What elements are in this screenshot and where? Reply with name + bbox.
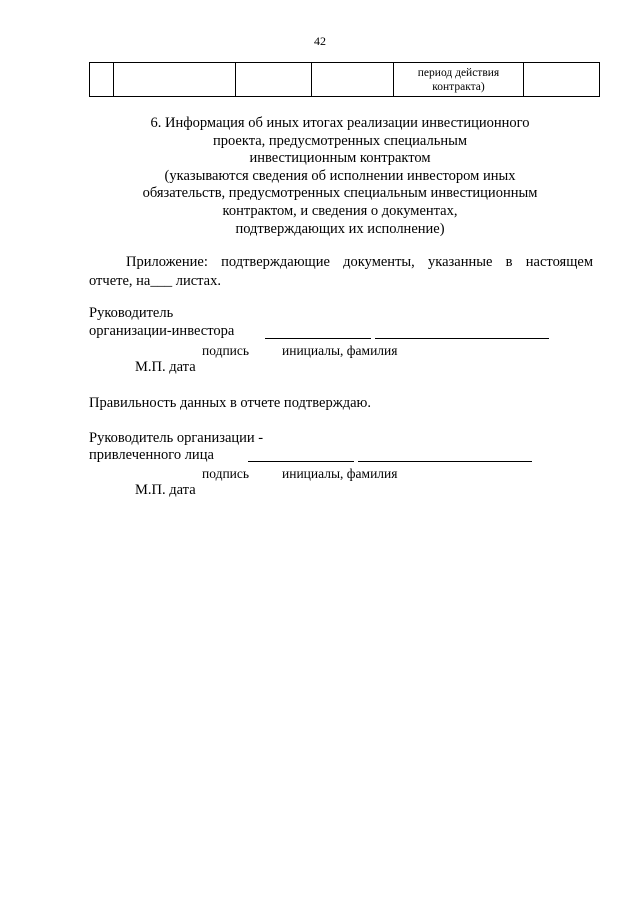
table-cell-period: период действия контракта) — [394, 63, 524, 97]
signatory-organization: организации-инвестора — [89, 323, 235, 339]
signature-line — [265, 338, 371, 339]
heading-note-line: подтверждающих их исполнение) — [235, 220, 445, 237]
table-cell — [312, 63, 394, 97]
heading-note-line: (указываются сведения об исполнении инвестором иных — [164, 167, 516, 184]
table-cell — [114, 63, 236, 97]
table-row — [90, 63, 600, 97]
signature-caption: подпись — [202, 466, 250, 481]
table-fragment — [89, 62, 600, 97]
name-line — [375, 338, 549, 339]
signature-line — [248, 461, 354, 462]
section-heading — [60, 115, 620, 238]
stamp-date-label: М.П. дата — [135, 359, 196, 375]
heading-line: инвестиционным контрактом — [249, 150, 431, 167]
table-cell — [90, 63, 114, 97]
signatory-title: Руководитель организации - — [89, 430, 264, 446]
appendix-paragraph — [89, 253, 593, 291]
name-caption: инициалы, фамилия — [282, 343, 398, 358]
name-caption: инициалы, фамилия — [282, 466, 398, 481]
confirmation-text: Правильность данных в отчете подтверждаю. — [89, 395, 371, 411]
page-number: 42 — [314, 34, 326, 48]
table-cell — [236, 63, 312, 97]
signatory-organization: привлеченного лица — [89, 447, 214, 463]
heading-note-line: обязательств, предусмотренных специальным инвестиционным — [142, 185, 538, 202]
stamp-date-label: М.П. дата — [135, 482, 196, 498]
signature-caption: подпись — [202, 343, 250, 358]
appendix-line: отчете, на___ листах. — [89, 273, 221, 289]
heading-line: проекта, предусмотренных специальным — [212, 132, 468, 149]
heading-note-line: контрактом, и сведения о документах, — [222, 202, 458, 219]
table-cell — [524, 63, 600, 97]
appendix-line: Приложение: подтверждающие документы, указанные в настоящем — [126, 254, 593, 270]
name-line — [358, 461, 532, 462]
signatory-title: Руководитель — [89, 305, 174, 321]
heading-line: 6. Информация об иных итогах реализации инвестиционного — [150, 115, 530, 131]
